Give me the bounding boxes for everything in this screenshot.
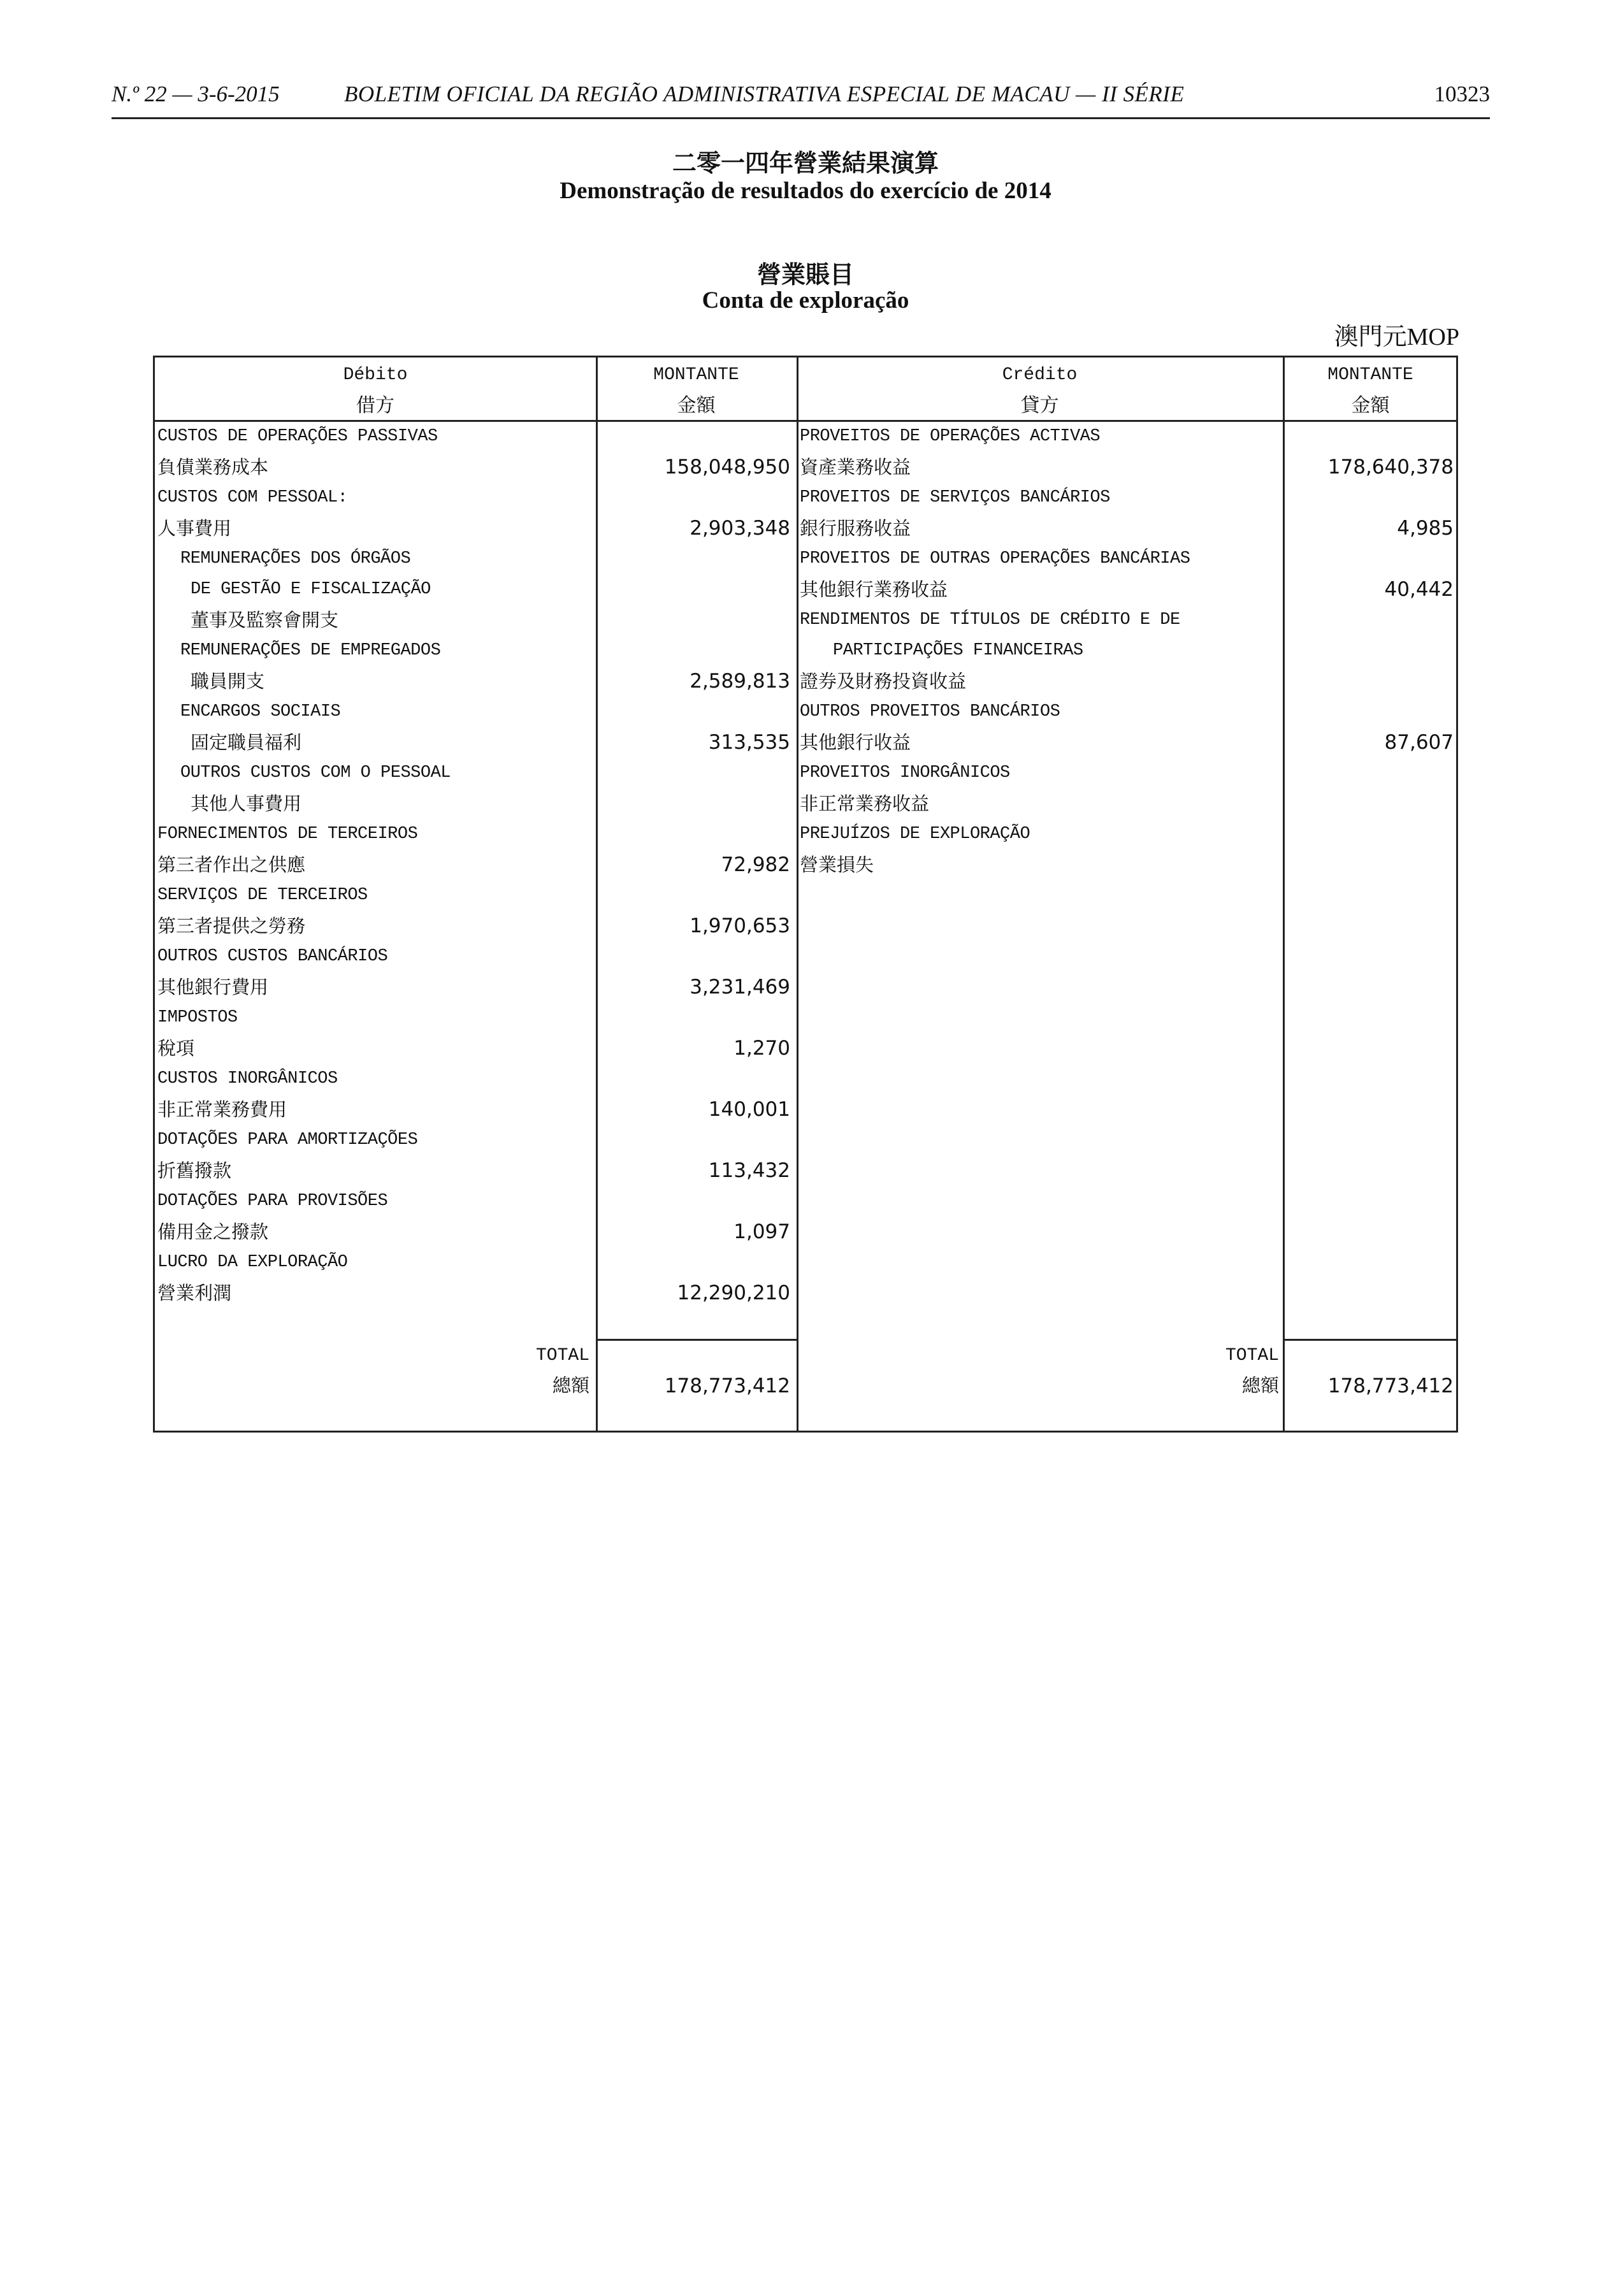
debit-row-label: LUCRO DA EXPLORAÇÃO [157,1253,348,1272]
credit-row-label: OUTROS PROVEITOS BANCÁRIOS [800,702,1060,721]
debit-row-label: 其他人事費用 [191,793,302,814]
section-title-zh: 營業賬目 [756,261,854,289]
credit-header-label-zh: 貸方 [1020,394,1059,417]
debit-total-label [155,1341,589,1400]
total-divider [1283,1339,1456,1341]
debit-row-label: 折舊撥款 [157,1160,232,1181]
debit-row-label: CUSTOS DE OPERAÇÕES PASSIVAS [157,427,438,446]
debit-header-label-zh: 借方 [356,394,394,417]
credit-total-amount: 178,773,412 [1327,1375,1454,1397]
debit-row-amount: 158,048,950 [664,456,790,479]
debit-row-label: 第三者提供之勞務 [157,915,306,937]
debit-row-label: REMUNERAÇÕES DE EMPREGADOS [180,641,441,660]
debit-row-amount: 3,231,469 [690,976,790,999]
total-label: TOTAL [1225,1346,1279,1366]
total-label: TOTAL [535,1346,589,1366]
debit-row-label: 稅項 [157,1037,195,1059]
amount-header-label-zh: 金額 [677,394,716,417]
credit-row-label: PROVEITOS DE OUTRAS OPERAÇÕES BANCÁRIAS [800,549,1190,568]
credit-row-amount: 4,985 [1397,517,1454,540]
operating-account-table [153,356,1458,1433]
debit-row-label: SERVIÇOS DE TERCEIROS [157,886,368,905]
debit-row-label: 其他銀行費用 [157,976,269,998]
debit-row-amount: 2,589,813 [690,670,790,693]
debit-row-amount: 72,982 [721,853,790,876]
debit-row-label: CUSTOS COM PESSOAL: [157,488,348,507]
total-label-zh: 總額 [1241,1375,1279,1396]
debit-row-amount: 1,270 [733,1037,790,1060]
credit-row-label: PROVEITOS INORGÂNICOS [800,763,1010,783]
credit-row-label: 資產業務收益 [800,456,911,478]
debit-row-amount: 12,290,210 [677,1282,790,1304]
credit-amount-header [1283,360,1458,421]
debit-row-label: OUTROS CUSTOS COM O PESSOAL [180,763,451,783]
column-divider [797,357,798,1431]
debit-row-label: 固定職員福利 [191,732,302,753]
section-title-pt: Conta de exploração [702,287,909,314]
total-label-zh: 總額 [552,1375,589,1396]
credit-row-label: RENDIMENTOS DE TÍTULOS DE CRÉDITO E DE [800,610,1180,630]
debit-row-amount: 1,097 [733,1220,790,1243]
debit-row-amount: 113,432 [708,1159,790,1182]
currency-label: 澳門元MOP [1334,324,1459,350]
debit-row-label: 營業利潤 [157,1282,232,1304]
publication-title: BOLETIM OFICIAL DA REGIÃO ADMINISTRATIVA ESPECIAL DE MACAU — II SÉRIE [344,82,1185,106]
document-title-zh: 二零一四年營業結果演算 [672,149,939,177]
debit-row-label: DE GESTÃO E FISCALIZAÇÃO [191,580,431,599]
debit-row-label: IMPOSTOS [157,1008,238,1027]
credit-header [797,360,1283,421]
debit-row-amount: 1,970,653 [690,914,790,937]
debit-header [155,360,596,421]
credit-row-amount: 40,442 [1384,578,1454,601]
debit-row-label: FORNECIMENTOS DE TERCEIROS [157,825,418,844]
debit-amount-header [596,360,797,421]
total-divider [596,1339,798,1341]
debit-row-label: ENCARGOS SOCIAIS [180,702,341,721]
running-header [112,79,1490,119]
credit-row-amount: 87,607 [1384,731,1454,754]
debit-row-label: 人事費用 [157,517,232,539]
amount-header-label: MONTANTE [1327,365,1413,385]
debit-row-label: 備用金之撥款 [157,1221,269,1243]
credit-row-label: 銀行服務收益 [800,517,911,539]
credit-row-label: 其他銀行收益 [800,732,911,753]
debit-header-label: Débito [343,365,408,385]
debit-row-label: OUTROS CUSTOS BANCÁRIOS [157,947,388,966]
page-number: 10323 [1434,82,1490,106]
debit-row-label: 非正常業務費用 [157,1099,287,1120]
credit-row-label: 營業損失 [800,854,874,876]
debit-row-label: 職員開支 [191,670,265,692]
credit-row-label: PARTICIPAÇÕES FINANCEIRAS [833,641,1083,660]
amount-header-label: MONTANTE [653,365,739,385]
debit-row-label: 負債業務成本 [157,456,269,478]
issue-number: N.º 22 — 3-6-2015 [112,82,280,106]
credit-total-label [797,1341,1279,1400]
credit-row-label: PREJUÍZOS DE EXPLORAÇÃO [800,825,1030,844]
credit-row-label: 其他銀行業務收益 [800,579,948,600]
credit-row-label: 非正常業務收益 [800,793,930,814]
amount-header-label-zh: 金額 [1351,394,1390,417]
debit-row-label: 董事及監察會開支 [191,609,339,631]
debit-row-amount: 140,001 [708,1098,790,1121]
debit-row-label: REMUNERAÇÕES DOS ÓRGÃOS [180,549,411,568]
credit-row-label: PROVEITOS DE SERVIÇOS BANCÁRIOS [800,488,1110,507]
credit-row-label: PROVEITOS DE OPERAÇÕES ACTIVAS [800,427,1101,446]
document-title-pt: Demonstração de resultados do exercício de 2014 [560,178,1051,204]
debit-row-amount: 313,535 [708,731,790,754]
debit-row-amount: 2,903,348 [690,517,790,540]
debit-row-label: CUSTOS INORGÂNICOS [157,1069,338,1088]
credit-header-label: Crédito [1002,365,1078,385]
debit-row-label: DOTAÇÕES PARA AMORTIZAÇÕES [157,1130,418,1150]
debit-row-label: DOTAÇÕES PARA PROVISÕES [157,1192,388,1211]
debit-total-amount: 178,773,412 [664,1375,790,1397]
debit-row-label: 第三者作出之供應 [157,854,306,876]
credit-row-label: 證券及財務投資收益 [800,670,967,692]
credit-row-amount: 178,640,378 [1327,456,1454,479]
